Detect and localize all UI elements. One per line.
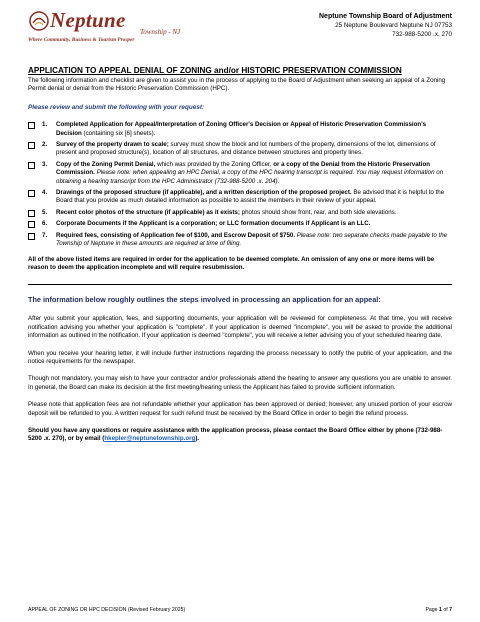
checklist: [28, 121, 452, 248]
completeness-notice: All of the above listed items are required in order for the application to be deemed complete. An omission of any one or more items will be reason to deem the application incomplete and will require resubmission.: [28, 255, 435, 271]
checklist-item: 1. Completed Application for Appeal/Interpretation of Zoning Officer's Decision or Appeal of Historic Preservation Commission's Decision (containing six [6] sheets).: [28, 121, 452, 138]
steps-paragraph: Though not mandatory, you may wish to have your contractor and/or professionals attend the hearing to answer any questions you are unable to answer. In general, the Board can make its decision at the first meeting/hearing unless the Applicant has failed to provide sufficient information.: [28, 375, 452, 391]
logo-wordmark: Neptune: [50, 8, 126, 32]
org-phone: 732-988-5200 .x. 270: [392, 31, 452, 38]
contact-paragraph: Should you have any questions or require assistance with the application process, please contact the Board Office either by phone (732-988-5200 .x. 270), or by email (hkepler@neptunetownship.org).: [28, 426, 443, 443]
checkbox-icon[interactable]: [28, 221, 35, 228]
header: [28, 8, 452, 58]
checklist-item: 3. Copy of the Zoning Permit Denial, which was provided by the Zoning Officer, or a copy of the Denial from the Historic Preservation Commission. Please note: when appealing an HPC Denial, a copy of the HPC hearing transcript is required. You may request information on obtaining a hearing transcript from the HPC Administrator (732-988-5200 .x. 204).: [28, 161, 452, 186]
checkbox-icon[interactable]: [28, 162, 35, 169]
footer: [28, 607, 452, 613]
review-heading: Please review and submit the following with your request:: [28, 103, 205, 111]
logo-tagline: Where Community, Business & Tourism Prosper: [28, 37, 135, 43]
contact-email-link[interactable]: hkepler@neptunetownship.org: [104, 435, 196, 443]
checklist-item: 6. Corporate Documents if the Applicant is a corporation; or LLC formation documents if Applicant is an LLC.: [28, 220, 452, 228]
checkbox-icon[interactable]: [28, 142, 35, 149]
intro-paragraph: The following information and checklist are given to assist you in the process of applying to the Board of Adjustment when seeking an appeal of a Zoning Permit denial or denial from the Historic Preservation Commission (HPC).: [28, 77, 446, 93]
checklist-item: 7. Required fees, consisting of Application fee of $100, and Escrow Deposit of $750. Please note: two separate checks made payable to the Township of Neptune in these amounts are required at time of filing.: [28, 232, 452, 249]
steps-heading: The information below roughly outlines the steps involved in processing an application for an appeal:: [28, 295, 381, 305]
neptune-logo-icon: [28, 10, 50, 32]
checkbox-icon[interactable]: [28, 233, 35, 240]
page-number: Page 1 of 7: [425, 607, 452, 613]
checkbox-icon[interactable]: [28, 122, 35, 129]
footer-title: APPEAL OF ZONING OR HPC DECISION (Revised February 2025): [28, 607, 186, 613]
section-divider: [28, 284, 452, 285]
checklist-item: 5. Recent color photos of the structure (if applicable) as it exists; photos should show front, rear, and both side elevations.: [28, 209, 452, 217]
page-title: APPLICATION TO APPEAL DENIAL OF ZONING and/or HISTORIC PRESERVATION COMMISSION: [28, 66, 402, 75]
header-contact: [319, 12, 452, 39]
checkbox-icon[interactable]: [28, 210, 35, 217]
checkbox-icon[interactable]: [28, 190, 35, 197]
neptune-logo[interactable]: [28, 10, 228, 56]
steps-paragraph: Please note that application fees are not refundable whether your application has been approved or denied; however, any unused portion of your escrow deposit will be refunded to you. A written request for such refund must be received by the Board Office in order to begin the refund process.: [28, 401, 452, 417]
org-name: Neptune Township Board of Adjustment: [319, 13, 452, 20]
checklist-item: 2. Survey of the property drawn to scale; survey must show the block and lot numbers of the property, dimensions of the lot, dimensions of present and proposed structure(s), location of all structures, and distance between structures and property lines.: [28, 141, 452, 158]
steps-paragraph: When you receive your hearing letter, it will include further instructions regarding the process necessary to notify the public of your application, and the notice requirements for the newspaper.: [28, 349, 452, 365]
logo-subtext: Township - NJ: [140, 28, 181, 36]
org-address: 25 Neptune Boulevard Neptune NJ 07753: [335, 22, 452, 29]
steps-paragraph: After you submit your application, fees, and supporting documents, your application will be reviewed for completeness. At that time, you will receive notification advising you whether your application is "complete". If your application is deemed "incomplete", you will be asked to provide the additional information as outlined in the notification. If your application is deemed "complete", you will receive a letter advising you of your scheduled hearing date.: [28, 315, 452, 340]
checklist-item: 4. Drawings of the proposed structure (if applicable), and a written description of the proposed project. Be advised that it is helpful to the Board that you provide as much detailed information as possible to assist the members in their review of your appeal.: [28, 189, 452, 206]
document-body: [28, 66, 452, 453]
